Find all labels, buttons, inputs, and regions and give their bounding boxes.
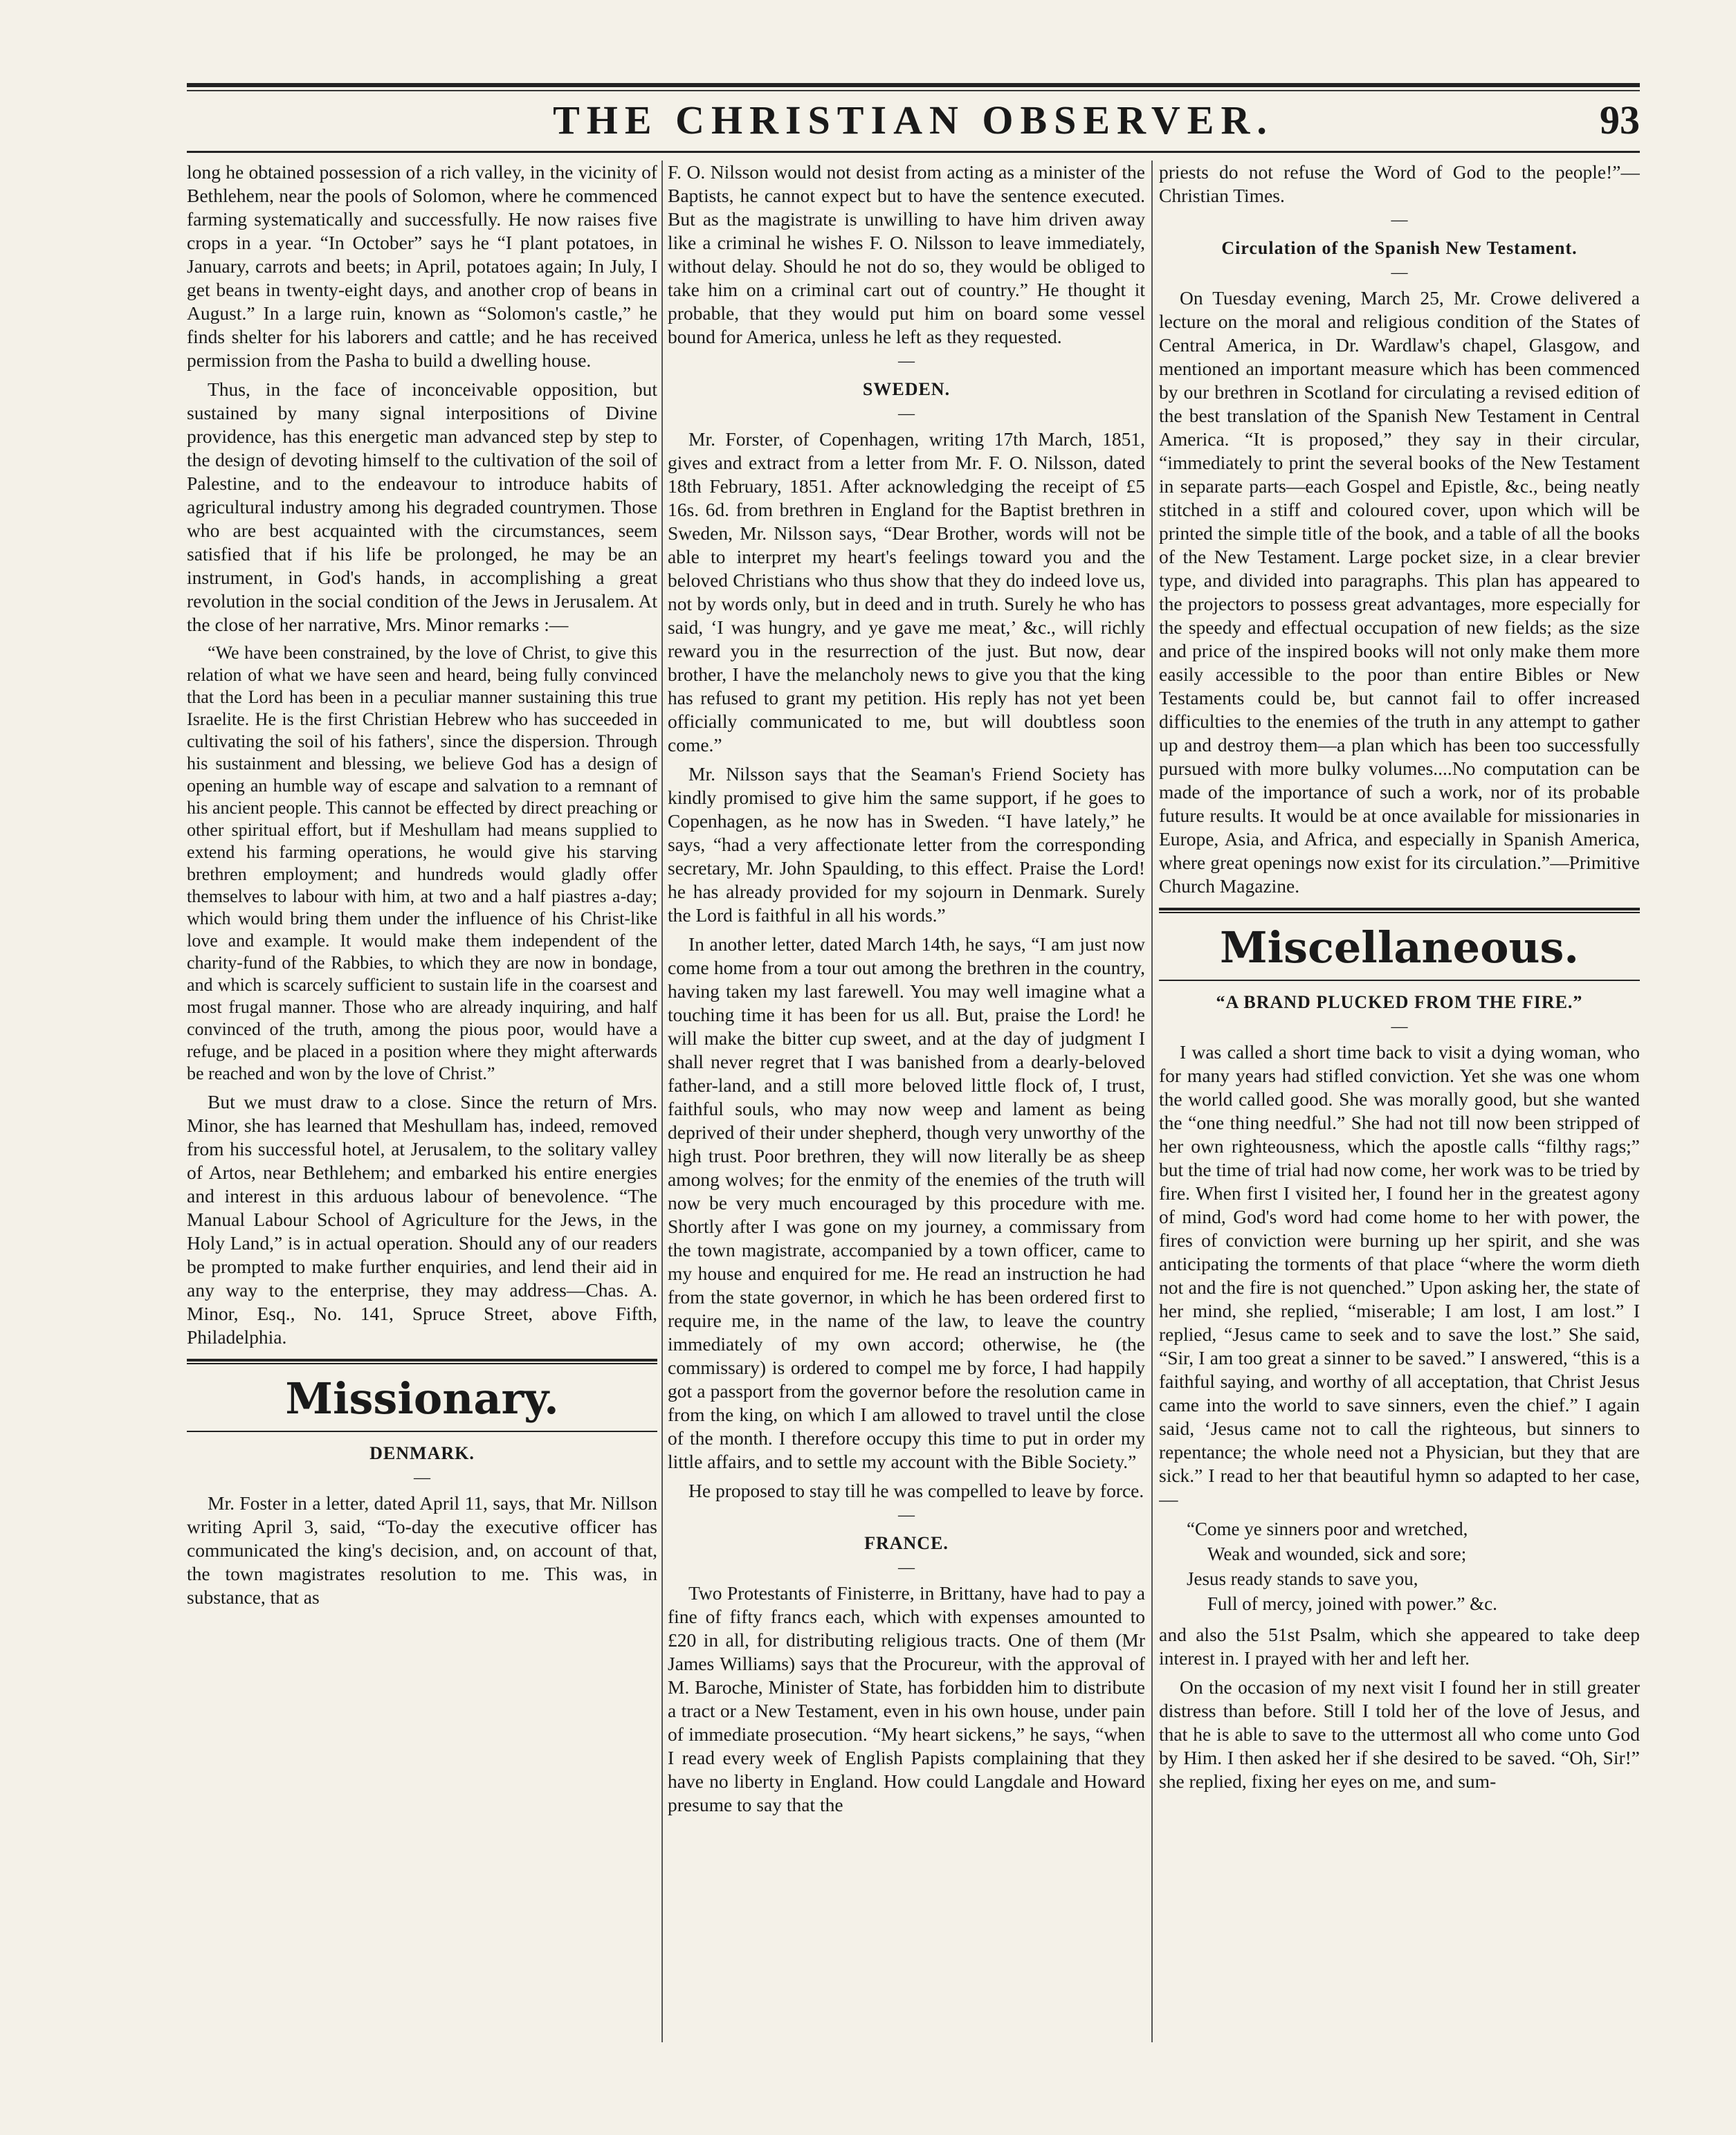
short-rule: — — [898, 1506, 915, 1524]
column-right — [1159, 161, 1640, 2070]
short-rule: — — [898, 405, 915, 423]
short-rule: — — [1391, 264, 1408, 282]
page-number: 93 — [1600, 98, 1640, 143]
subheading-circulation: Circulation of the Spanish New Testament. — [1221, 238, 1578, 258]
paragraph: and also the 51st Psalm, which she appeared to take deep interest in. I prayed with her and left her. — [1159, 1624, 1640, 1669]
section-rule — [187, 1359, 657, 1362]
short-rule: — — [898, 352, 915, 370]
masthead-title: THE CHRISTIAN OBSERVER. — [553, 98, 1274, 143]
verse-line: Full of mercy, joined with power.” &c. — [1207, 1593, 1497, 1614]
paragraph: But we must draw to a close. Since the return of Mrs. Minor, she has learned that Meshullam has, indeed, removed from his successful hotel, at Jerusalem, to the solitary valley of Artos, near Bethlehem; and embarked his entire energies and interest in this arduous labour of benevolence. “The Manual Labour School of Agriculture for the Jews, in the Holy Land,” is in actual operation. Should any of our readers be prompted to make further enquiries, and lend their aid in any way to the enterprise, they may address—Chas. A. Minor, Esq., No. 141, Spruce Street, above Fifth, Philadelphia. — [187, 1091, 657, 1348]
paragraph: I was called a short time back to visit a dying woman, who for many years had stifled conviction. Yet she was one whom the world called good. She was morally good, but she wanted the “one thing needful.” She had not till now been stripped of her own righteousness, which the apostle calls “filthy rags;” but the time of trial had now come, her work was to be tried by fire. When first I visited her, I found her in the greatest agony of mind, God's word had come home to her with power, the fires of conviction were burning up her spirit, and she was anticipating the torments of that place “where the worm dieth not and the fire is not quenched.” Upon asking her, the state of her mind, she replied, “miserable; I am lost, I am lost.” I replied, “Jesus came to seek and to save the lost.” She said, “Sir, I am too great a sinner to be saved.” I answered, “this is a faithful saying, and worthy of all acceptation, that Christ Jesus came into the world to save sinners, even the chief.” I again said, ‘Jesus came not to call the righteous, but sinners to repentance; the whole need not a Physician, but they that are sick.” I read to her that beautiful hymn so adapted to her case,— — [1159, 1041, 1640, 1510]
column-divider — [1151, 161, 1153, 2042]
section-rule — [1159, 912, 1640, 913]
paragraph: Mr. Foster in a letter, dated April 11, says, that Mr. Nillson writing April 3, said, “To-day the executive officer has communicated the king's decision, and, on account of that, the town magistrates resolution to me. This was, in substance, that as — [187, 1492, 657, 1608]
section-rule — [1159, 908, 1640, 910]
quotation-paragraph: “We have been constrained, by the love of Christ, to give this relation of what we have seen and heard, being fully convinced that the Lord has been in a peculiar manner sustaining this true Israelite. He is the first Christian Hebrew who has succeeded in cultivating the soil of his fathers', since the dispersion. Through his sustainment and blessing, we believe God has a design of opening an humble way of escape and salvation to a remnant of his ancient people. This cannot be effected by direct preaching or other spiritual effort, but if Meshullam had means supplied to extend his farming operations, he would give his starving brethren employment; and hundreds would gladly offer themselves to labour with him, at two and a half piastres a-day; which would bring them under the influence of his Christ-like love and example. It would make them independent of the charity-fund of the Rabbies, to which they are now in bondage, and which is scarcely sufficient to sustain life in the coarsest and most frugal manner. Those who are already inquiring, and half convinced of the truth, among the pious poor, would have a refuge, and be placed in a position where they might afterwards be reached and won by the love of Christ.” — [187, 643, 657, 1083]
section-rule — [187, 1431, 657, 1432]
paragraph: Thus, in the face of inconceivable opposition, but sustained by many signal interpositions of Divine providence, has this energetic man advanced step by step to the design of devoting himself to the cultivation of the soil of Palestine, and to the endeavour to introduce habits of agricultural industry among his degraded countrymen. Those who are best acquainted with the circumstances, seem satisfied that if his life be prolonged, he may be an instrument, in God's hands, in accomplishing a great revolution in the social condition of the Jews in Jerusalem. At the close of her narrative, Mrs. Minor remarks :— — [187, 378, 657, 635]
page-header — [187, 97, 1640, 152]
header-rule — [187, 151, 1640, 153]
column-middle — [668, 161, 1145, 2070]
subheading-sweden: SWEDEN. — [862, 379, 951, 399]
verse-line: “Come ye sinners poor and wretched, — [1187, 1519, 1468, 1539]
paragraph: On Tuesday evening, March 25, Mr. Crowe delivered a lecture on the moral and religious condition of the States of Central America, in Dr. Wardlaw's chapel, Glasgow, and mentioned an important measure which has been commenced by our brethren in Scotland for circulating a revised edition of the best translation of the Spanish New Testament in Central America. “It is proposed,” they say in their circular, “immediately to print the several books of the New Testament in separate parts—each Gospel and Epistle, &c., being neatly stitched in a stiff and coloured cover, upon which will be printed the simple title of the book, and a table of all the books of the New Testament. Large pocket size, in a clear brevier type, and divided into paragraphs. This plan has appeared to the projectors to possess great advantages, more especially for the speedy and effectual occupation of new fields; as the size and price of the inspired books will not only make them more easily accessible to the poor than entire Bibles or New Testaments could be, but cannot fail to offer increased difficulties to the enemies of the truth in any attempt to gather up and destroy them—a plan which has been too successfully pursued with more bulky volumes....No computation can be made of the importance of such a work, nor of its probable future results. It would be at once available for missionaries in Europe, Asia, and Africa, and especially in Spanish America, where great openings now exist for its circulation.”—Primitive Church Magazine. — [1159, 287, 1640, 897]
paragraph: Mr. Nilsson says that the Seaman's Friend Society has kindly promised to give him the same support, if he goes to Copenhagen, as he now has in Sweden. “I have lately,” he says, “had a very affectionate letter from the corresponding secretary, Mr. John Spaulding, to this effect. Praise the Lord! he has already provided for my sojourn in Denmark. Surely the Lord is faithful in all his words.” — [668, 763, 1145, 926]
short-rule: — — [1391, 211, 1408, 229]
paragraph: On the occasion of my next visit I found her in still greater distress than before. Still I told her of the love of Jesus, and that he is able to save to the uttermost all who come unto God by Him. I then asked her if she desired to be saved. “Oh, Sir!” she replied, fixing her eyes on me, and sum- — [1159, 1676, 1640, 1792]
paragraph: He proposed to stay till he was compelled to leave by force. — [688, 1480, 1144, 1501]
short-rule: — — [898, 1559, 915, 1577]
verse-line: Weak and wounded, sick and sore; — [1207, 1543, 1467, 1564]
paragraph: long he obtained possession of a rich valley, in the vicinity of Bethlehem, near the pools of Solomon, where he commenced farming systematically and successfully. He now raises five crops in a year. “In October” says he “I plant potatoes, in January, carrots and beets; in April, potatoes again; In July, I get beans in twenty-eight days, and another crop of beans in August.” In a large ruin, known as “Solomon's castle,” he finds shelter for his laborers and cattle; and he has received permission from the Pasha to build a dwelling house. — [187, 161, 657, 371]
paragraph: In another letter, dated March 14th, he says, “I am just now come home from a tour out among the brethren in the country, having taken my last farewell. You may well imagine what a touching time it has been for us all. But, praise the Lord! he will make the bitter cup sweet, and at the day of judgment I shall never regret that I was banished from a dearly-beloved father-land, and a still more beloved little flock of, I trust, faithful souls, who may now weep and lament as being deprived of their under shepherd, though very unworthy of the high trust. Poor brethren, they will now literally be as sheep among wolves; for the enmity of the enemies of the truth will now be very much encouraged by this procedure with me. Shortly after I was gone on my journey, a commissary from the town magistrate, accompanied by a town officer, came to my house and enquired for me. He read an instruction he had from the state governor, in which he has been ordered first to require me, in the name of the law, to leave the country immediately of my own accord; otherwise, he (the commissary) is ordered to compel me by force, I had happily got a passport from the governor before the resolution came in from the king, on which I am allowed to travel until the close of the month. I therefore occupy this time to put in order my little affairs, and to settle my account with the Bible Society.” — [668, 933, 1145, 1472]
subheading-france: FRANCE. — [864, 1533, 949, 1553]
section-rule — [187, 1363, 657, 1364]
paragraph: Two Protestants of Finisterre, in Brittany, have had to pay a fine of fifty francs each, which with expenses amounted to £20 in all, for distributing religious tracts. One of them (Mr James Williams) says that the Procureur, with the approval of M. Baroche, Minister of State, has forbidden him to distribute a tract or a New Testament, even in his own house, under pain of immediate prosecution. “My heart sickens,” he says, “when I read every week of English Papists complaining that they have no liberty in England. How could Langdale and Howard presume to say that the — [668, 1582, 1145, 1815]
short-rule: — — [414, 1469, 430, 1487]
column-left — [187, 161, 657, 2070]
subheading-brand: “A BRAND PLUCKED FROM THE FIRE.” — [1216, 992, 1583, 1012]
hymn-verse — [1187, 1517, 1640, 1616]
paragraph: Mr. Forster, of Copenhagen, writing 17th March, 1851, gives and extract from a letter from Mr. F. O. Nilsson, dated 18th February, 1851. After acknowledging the receipt of £5 16s. 6d. from brethren in England for the Baptist brethren in Sweden, Mr. Nilsson says, “Dear Brother, words will not be able to interpret my heart's feelings toward you and the beloved Christians who thus show that they do indeed love us, not by words only, but in deed and in truth. Surely he who has said, ‘I was hungry, and ye gave me meat,’ &c., will richly reward you in the resurrection of the just. But now, dear brother, I have the melancholy news to give you that the king has refused to grant my petition. His reply has not yet been officially communicated to me, but will doubtless soon come.” — [668, 428, 1145, 755]
paragraph: F. O. Nilsson would not desist from acting as a minister of the Baptists, he cannot expect but to have the sentence executed. But as the magistrate is unwilling to have him driven away like a criminal he wishes F. O. Nilsson to leave immediately, without delay. Should he not do so, they would be obliged to take him on a criminal cart out of country.” He thought it probable, that they would put him on board some vessel bound for America, unless he left as they requested. — [668, 161, 1145, 347]
top-rule — [187, 83, 1640, 87]
section-heading-missionary: Missionary. — [285, 1373, 559, 1424]
section-heading-miscellaneous: Miscellaneous. — [1219, 922, 1579, 973]
section-rule — [1159, 980, 1640, 981]
subheading-denmark: DENMARK. — [369, 1443, 475, 1463]
column-divider — [661, 161, 663, 2042]
paragraph: priests do not refuse the Word of God to the people!”—Christian Times. — [1159, 161, 1640, 206]
short-rule: — — [1391, 1018, 1408, 1036]
verse-line: Jesus ready stands to save you, — [1187, 1568, 1418, 1589]
